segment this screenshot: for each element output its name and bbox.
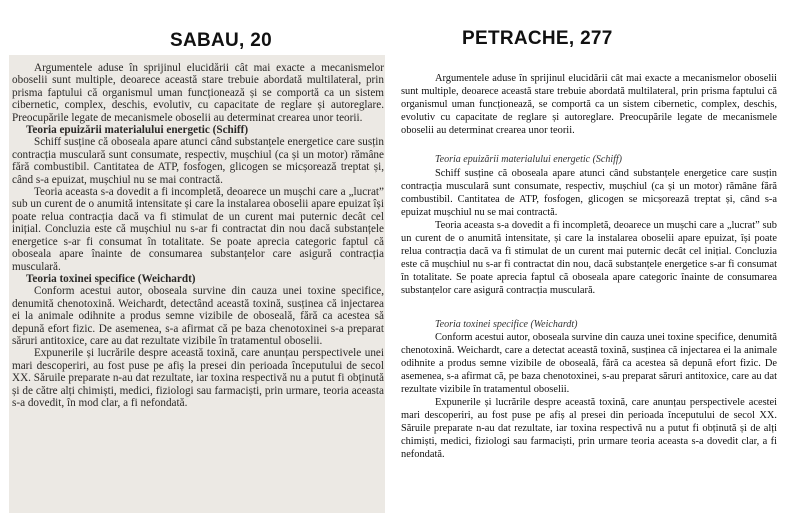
- left-title: SABAU, 20: [170, 30, 272, 51]
- right-text-block: [401, 72, 777, 462]
- left-heading-weichardt: Teoria toxinei specifice (Weichardt): [26, 272, 196, 285]
- left-heading-schiff: Teoria epuizării materialului energetic (Schiff): [26, 124, 249, 137]
- right-paragraph-2: Schiff susține că oboseala apare atunci când substanțele energetice care susțin contracția musculară sunt consumate, respectiv, mușchiul (ca și un motor) rămâne fără combustibil. Cantitatea de ATP, fosfogen, glicogen se micșorează treptat și, când s-a epuizat mușchiul nu se mai contractă.: [401, 167, 777, 218]
- right-paragraph-4: Conform acestui autor, oboseala survine din cauza unei toxine specifice, denumită chenotoxină. Weichardt, care a detectat această toxină, susținea că injectarea ei la animale odihnite a produs semne vizibile de oboseală, fără ca acestea să depună efort fizic. De asemenea, s-a afirmat că, pe baza chenotoxinei, s-au preparat săruri antitoxice, care au dat rezultate vizibile în tratamentul oboselii.: [401, 331, 777, 395]
- right-column: [388, 0, 800, 513]
- left-paragraph-1: Argumentele aduse în sprijinul elucidării cât mai exacte a mecanismelor oboselii sunt multiple, deoarece această stare trebuie abordată multilateral, prin prisma faptului că organismul uman funcționează și se comportă ca un sistem cibernetic, complex, deschis, evolutiv, cu capacitate de reglare și autoreglare. Preocupările legate de mecanismele oboselii au determinat crearea unor teorii.: [12, 62, 384, 124]
- left-paragraph-5: Expunerile și lucrările despre această toxină, care anunțau perspectivele unei mari descoperiri, au fost puse pe afiș la presei din perioada începutului de secol XX. Săruile preparate n-au dat rezultate, iar toxina respectivă nu a putut fi obținută și de către alți chimiști, medici, fiziologi sau farmaciști, prin urmare, teoria aceasta s-a dovedit, în mod clar, a fi nefondată.: [12, 347, 384, 409]
- right-title: PETRACHE, 277: [462, 28, 613, 49]
- left-column: [0, 0, 388, 513]
- right-heading-weichardt: Teoria toxinei specifice (Weichardt): [435, 318, 578, 330]
- left-paragraph-2: Schiff susține că oboseala apare atunci când substanțele energetice care susțin contracția musculară sunt consumate, respectiv, mușchiul (ca și un motor) rămâne fără combustibil. Cantitatea de ATP, fosfogen, glicogen se micșorează treptat și, când s-a epuizat, mușchiul nu se mai contractă.: [12, 136, 384, 186]
- right-paragraph-5: Expunerile și lucrările despre această toxină, care anunțau perspectivele acestei mari descoperiri, au fost puse pe afiș al presei din perioada începutului de secol XX. Săruile preparate n-au dat rezultate, iar toxina respectivă nu a putut fi obținută și de alți chimiști, medici, fiziologi sau farmaciști, prin urmare teoria aceasta s-a dovedit clar, a fi nefondată.: [401, 397, 777, 461]
- left-text-block: [12, 62, 384, 409]
- left-paragraph-4: Conform acestui autor, oboseala survine din cauza unei toxine specifice, denumită chenotoxină. Weichardt, detectând această toxină, susținea că injectarea ei la animale odihnite a produs semne vizibile de oboseală, fără ca acestea să depună efort fizic. De asemenea, s-a afirmat că pe baza chenotoxinei s-a preparat săruri antitoxice, care au dat rezultate vizibile în tratamentul oboselii.: [12, 285, 384, 347]
- right-paragraph-1: Argumentele aduse în sprijinul elucidării cât mai exacte a mecanismelor oboselii sunt multiple, deoarece această stare trebuie abordată multilateral, prin prisma faptului că organismul uman funcționează, se comportă ca un sistem cibernetic, complex, deschis, evolutiv cu capacitate de reglare și autoreglare. Preocupările legate de mecanismele oboselii au determinat crearea unor teorii.: [401, 73, 777, 137]
- right-heading-schiff: Teoria epuizării materialului energetic (Schiff): [435, 154, 623, 166]
- right-paragraph-3: Teoria aceasta s-a dovedit a fi incompletă, deoarece un mușchi care a „lucrat” sub un curent de o anumită intensitate, și care la instalarea oboselii apare epuizat, își poate relua contracția dacă va fi stimulat de un curent mai puternic decât cel inițial. Concluzia este că mușchiul nu s-ar fi contractat din nou, dacă substanțele energetice s-ar fi consumat în totalitate. Se poate aprecia faptul că oboseala apare categoric înainte de consumarea substanțelor care asigură contracția musculară.: [401, 219, 777, 297]
- left-paragraph-3: Teoria aceasta s-a dovedit a fi incompletă, deoarece un mușchi care a „lucrat” sub un curent de o anumită intensitate și care la instalarea oboselii apare epuizat își poate relua contracția dacă va fi stimulat de un curent mai puternic decât cel inițial. Concluzia este că mușchiul nu s-ar fi contractat din nou dacă substanțele energetice s-ar fi consumat în totalitate. Se poate aprecia categoric faptul că oboseala apare înainte de consumarea substanțelor care asigură contracția musculară.: [12, 186, 384, 273]
